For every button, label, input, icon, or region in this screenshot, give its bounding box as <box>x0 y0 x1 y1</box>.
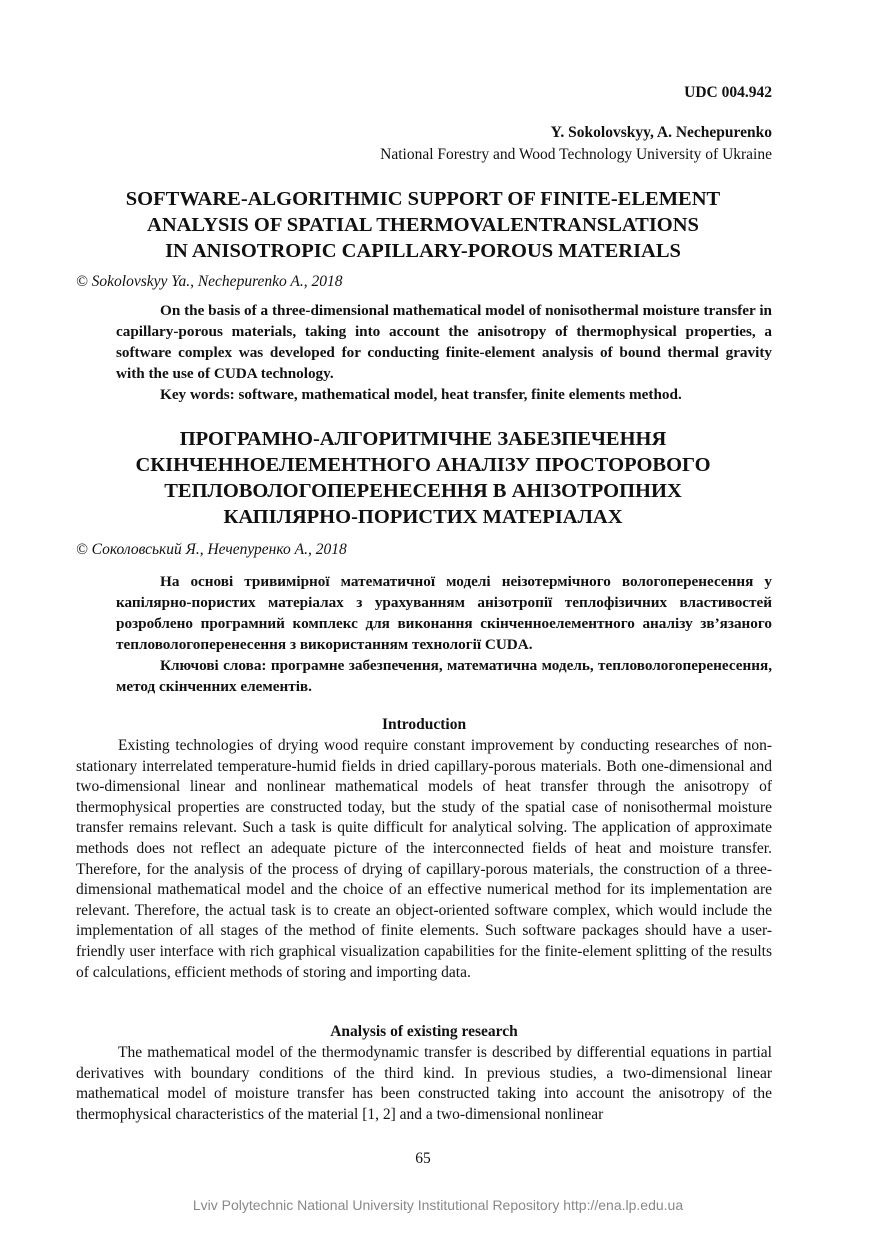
english-title-line: SOFTWARE-ALGORITHMIC SUPPORT OF FINITE-ELEMENT <box>125 188 721 210</box>
english-abstract: On the basis of a three-dimensional mathematical model of nonisothermal moisture transfer in capillary-porous materials, taking into account the anisotropy of thermophysical properties, a software complex was developed for conducting finite-element analysis of bound thermal gravity with the use of CUDA technology. <box>116 302 772 382</box>
ukrainian-title <box>60 426 786 530</box>
ukrainian-copyright: © Соколовський Я., Нечепуренко А., 2018 <box>76 541 347 558</box>
ukrainian-title-line: КАПІЛЯРНО-ПОРИСТИХ МАТЕРІАЛАХ <box>223 506 623 528</box>
page-number: 65 <box>415 1150 431 1167</box>
introduction-text: Existing technologies of drying wood require constant improvement by conducting researches of non-stationary interrelated temperature-humid fields in dried capillary-porous materials. Both one-dimensional and two-dimensional linear and nonlinear mathematical models of heat transfer through the anisotropy of thermophysical properties are constructed today, but the study of the spatial case of nonisothermal moisture transfer remains relevant. Such a task is quite difficult for analytical solving. The application of approximate methods does not reflect an adequate picture of the interconnected fields of heat and moisture transfer. Therefore, for the analysis of the process of drying of capillary-porous materials, the construction of a three-dimensional mathematical model and the choice of an effective numerical method for its implementation are relevant. Therefore, the actual task is to create an object-oriented software complex, which would include the implementation of all stages of the method of finite elements. Such software packages should have a user-friendly user interface with rich graphical visualization capabilities for the finite-element splitting of the results of calculations, efficient methods of storing and importing data. <box>76 737 772 981</box>
english-abstract-block <box>116 300 772 405</box>
ukrainian-title-line: ТЕПЛОВОЛОГОПЕРЕНЕСЕННЯ В АНІЗОТРОПНИХ <box>164 480 682 502</box>
ukrainian-title-line: ПРОГРАМНО-АЛГОРИТМІЧНЕ ЗАБЕЗПЕЧЕННЯ <box>179 428 667 450</box>
ukrainian-keywords: Ключові слова: програмне забезпечення, математична модель, тепловологоперенесення, метод скінченних елементів. <box>116 657 772 695</box>
english-keywords: Key words: software, mathematical model, heat transfer, finite elements method. <box>160 386 682 403</box>
repository-footer: Lviv Polytechnic National University Institutional Repository http://ena.lp.edu.ua <box>192 1197 684 1213</box>
affiliation: National Forestry and Wood Technology University of Ukraine <box>380 146 772 163</box>
introduction-heading: Introduction <box>381 716 467 733</box>
english-title <box>60 186 786 264</box>
analysis-heading: Analysis of existing research <box>330 1023 518 1040</box>
english-title-line: IN ANISOTROPIC CAPILLARY-POROUS MATERIALS <box>165 240 681 262</box>
ukrainian-abstract: На основі тривимірної математичної моделі неізотермічного вологоперенесення у капілярно-пористих матеріалах з урахуванням анізотропії теплофізичних властивостей розроблено програмний комплекс для виконання скінченноелементного аналізу зв’язаного тепловологоперенесення з використанням технології CUDA. <box>116 573 772 653</box>
english-copyright: © Sokolovskyy Ya., Nechepurenko A., 2018 <box>76 273 343 290</box>
udc-code: UDC 004.942 <box>684 84 772 101</box>
authors: Y. Sokolovskyy, A. Nechepurenko <box>550 124 772 141</box>
analysis-text: The mathematical model of the thermodynamic transfer is described by differential equations in partial derivatives with boundary conditions of the third kind. In previous studies, a two-dimensional linear mathematical model of moisture transfer has been constructed taking into account the anisotropy of the thermophysical characteristics of the material [1, 2] and a two-dimensional nonlinear <box>76 1044 772 1123</box>
ukrainian-title-line: СКІНЧЕННОЕЛЕМЕНТНОГО АНАЛІЗУ ПРОСТОРОВОГО <box>135 454 711 476</box>
english-title-line: ANALYSIS OF SPATIAL THERMOVALENTRANSLATIONS <box>147 214 699 236</box>
ukrainian-abstract-block <box>116 571 772 697</box>
